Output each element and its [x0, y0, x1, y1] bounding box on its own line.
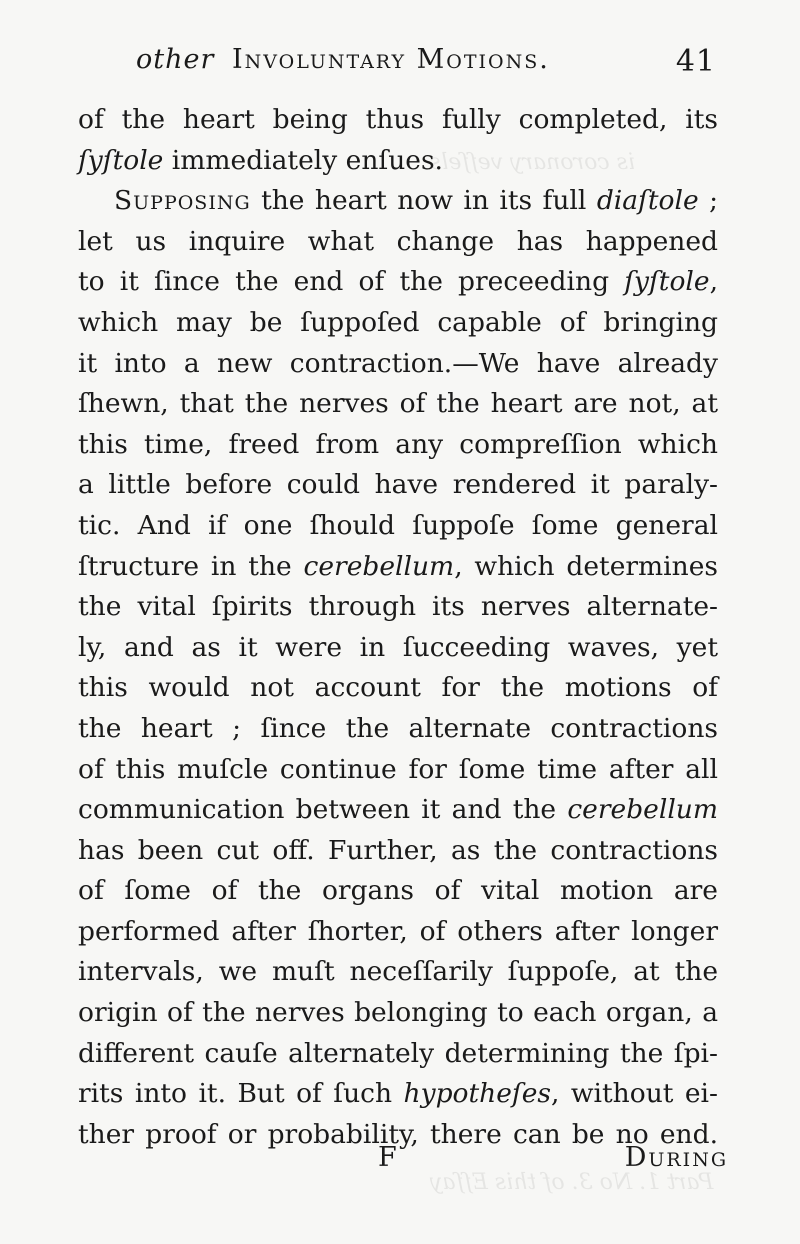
text-line: let us inquire what change has happened [78, 225, 718, 257]
text-line: different cauſe alternately determining the ſpi- [78, 1037, 718, 1069]
text-line: of this muſcle continue for ſome time after all [78, 753, 718, 785]
text-line: which may be ſuppoſed capable of bringing [78, 306, 718, 338]
text-line: this would not account for the motions of [78, 672, 718, 704]
page-footer [78, 1142, 728, 1182]
text-line: has been cut off. Further, as the contractions [78, 834, 718, 866]
catchword: During [624, 1142, 728, 1173]
text-line: ſhewn, that the nerves of the heart are not, at [78, 388, 718, 420]
text-line: communication between it and the cerebellum [78, 794, 718, 826]
page-number: 41 [675, 44, 716, 79]
text-line: ly, and as it were in ſucceeding waves, yet [78, 631, 718, 663]
show-through-text: is coronary veſſels [430, 150, 635, 175]
text-line: performed after ſhorter, of others after longer [78, 915, 718, 947]
running-head [136, 44, 716, 84]
text-line: this time, freed from any compreſſion which [78, 428, 718, 460]
text-line: ſtructure in the cerebellum, which determines [78, 550, 718, 582]
signature-mark: F [378, 1142, 397, 1173]
body-text [78, 100, 718, 1155]
text-line: Supposing the heart now in its full diaſtole ; [114, 185, 718, 217]
text-line: a little before could have rendered it paraly- [78, 469, 718, 501]
text-line: the heart ; ſince the alternate contractions [78, 712, 718, 744]
text-line: ſyſtole immediately enſues. [78, 144, 443, 176]
text-line: origin of the nerves belonging to each organ, a [78, 997, 718, 1029]
text-line: intervals, we muſt neceſſarily ſuppoſe, at the [78, 956, 718, 988]
text-line: of the heart being thus fully completed, its [78, 104, 718, 135]
text-line: to it ſince the end of the preceeding ſyſtole, [78, 266, 718, 298]
text-line: rits into it. But of ſuch hypotheſes, without ei- [78, 1078, 718, 1110]
text-line: the vital ſpirits through its nerves alternate- [78, 591, 718, 623]
show-through-text: Part 1. No 3. of this Eſſay [430, 1170, 714, 1195]
text-line: tic. And if one ſhould ſuppoſe ſome general [78, 509, 718, 541]
text-line: it into a new contraction.—We have already [78, 347, 718, 379]
text-line: ther proof or probability, there can be no end. [78, 1118, 718, 1150]
running-head-italic: other [136, 44, 215, 75]
running-head-title: Involuntary Motions. [231, 44, 550, 75]
text-line: of ſome of the organs of vital motion are [78, 875, 718, 907]
